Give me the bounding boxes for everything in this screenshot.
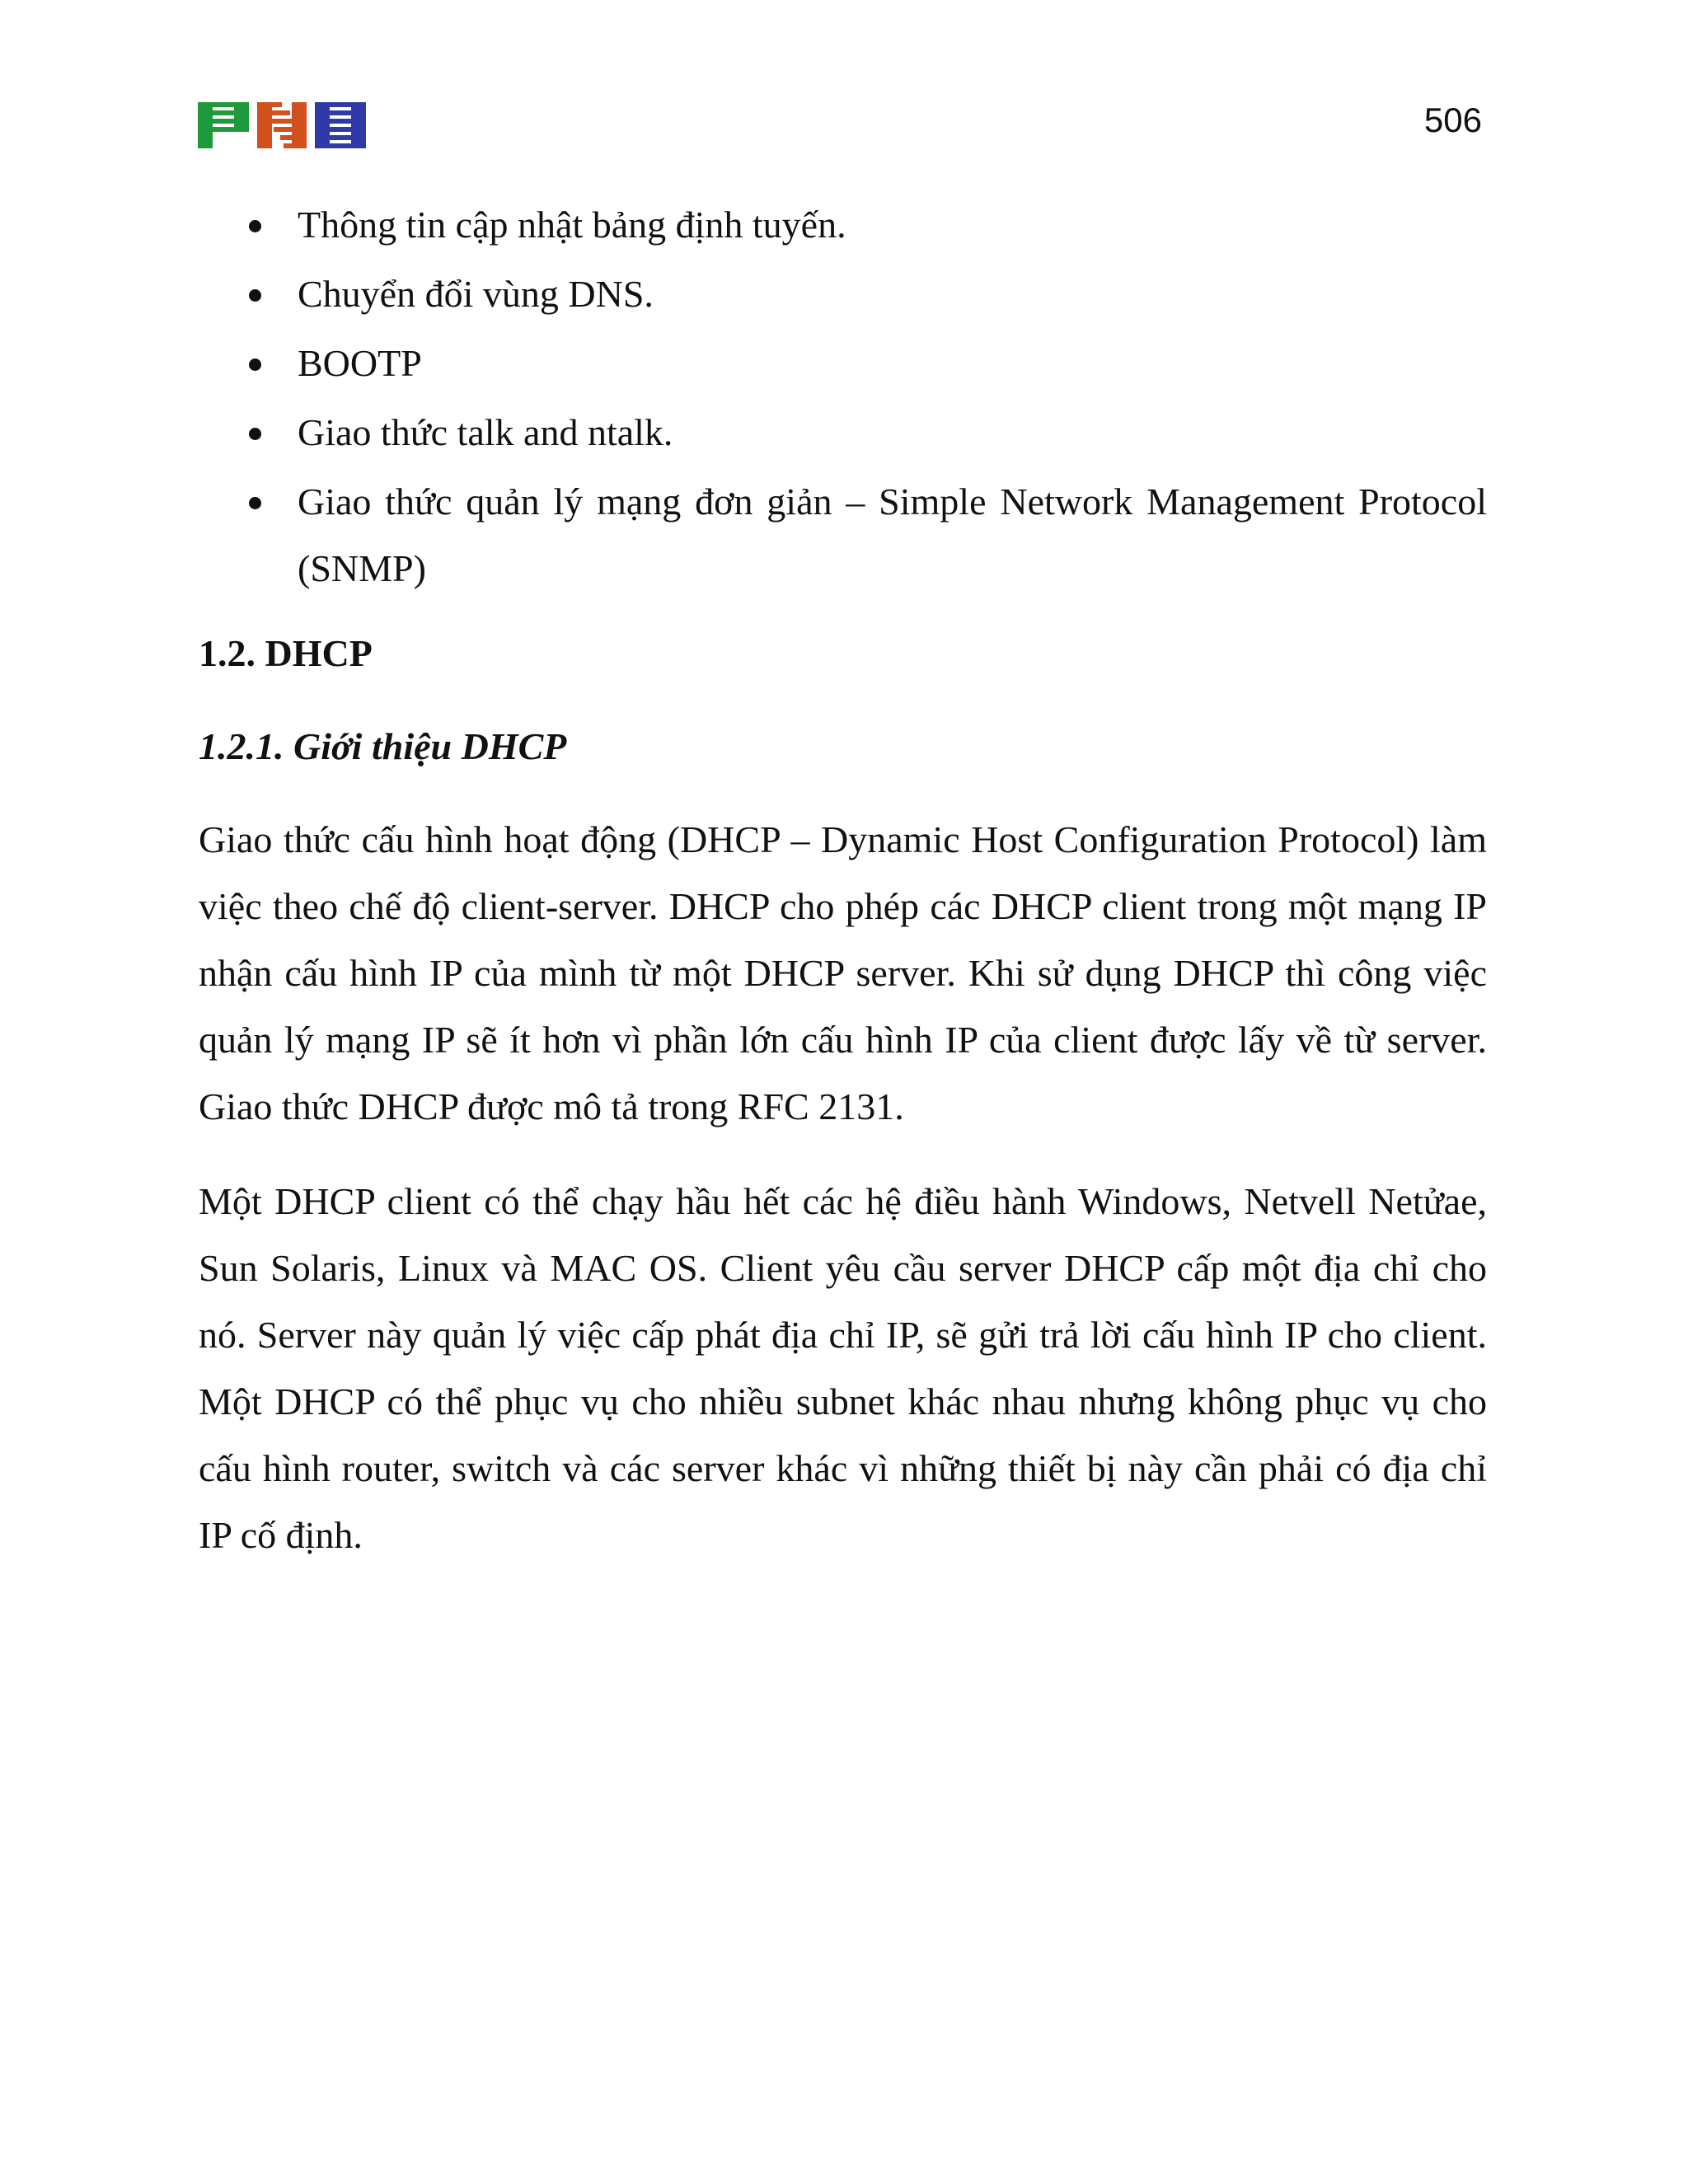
bullet-icon <box>249 428 261 440</box>
list-item <box>199 468 1487 602</box>
bullet-icon <box>249 359 261 371</box>
list-item <box>199 191 1487 258</box>
pnh-logo-graphic <box>198 102 366 148</box>
list-item <box>199 330 1487 396</box>
list-item-text: Giao thức quản lý mạng đơn giản – Simple Network Management Protocol (SNMP) <box>298 480 1487 589</box>
paragraph-intro: Giao thức cấu hình hoạt động (DHCP – Dynamic Host Configuration Protocol) làm việc theo chế độ client-server. DHCP cho phép các DHCP client trong một mạng IP nhận cấu hình IP của mình từ một DHCP server. Khi sử dụng DHCP thì công việc quản lý mạng IP sẽ ít hơn vì phần lớn cấu hình IP của client được lấy về từ server. Giao thức DHCP được mô tả trong RFC 2131. <box>199 818 1487 1127</box>
list-item <box>199 399 1487 466</box>
list-item-text: Thông tin cập nhật bảng định tuyến. <box>298 204 846 246</box>
pnh-logo <box>198 102 366 148</box>
bullet-icon <box>249 497 261 509</box>
list-item <box>199 260 1487 327</box>
bullet-list <box>199 191 1487 602</box>
bullet-icon <box>249 220 261 232</box>
bullet-icon <box>249 289 261 302</box>
list-item-text: Giao thức talk and ntalk. <box>298 411 673 453</box>
page-number: 506 <box>1423 101 1482 139</box>
list-item-text: Chuyển đổi vùng DNS. <box>298 273 654 315</box>
subsection-heading: 1.2.1. Giới thiệu DHCP <box>199 725 567 767</box>
paragraph-client: Một DHCP client có thể chạy hầu hết các hệ điều hành Windows, Netvell Netửae, Sun Solaris, Linux và MAC OS. Client yêu cầu server DHCP cấp một địa chỉ cho nó. Server này quản lý việc cấp phát địa chỉ IP, sẽ gửi trả lời cấu hình IP cho client. Một DHCP có thể phục vụ cho nhiều subnet khác nhau nhưng không phục vụ cho cấu hình router, switch và các server khác vì những thiết bị này cần phải có địa chỉ IP cố định. <box>199 1180 1487 1556</box>
section-heading: 1.2. DHCP <box>199 632 373 674</box>
list-item-text: BOOTP <box>298 342 422 384</box>
page-content <box>199 191 1487 1568</box>
